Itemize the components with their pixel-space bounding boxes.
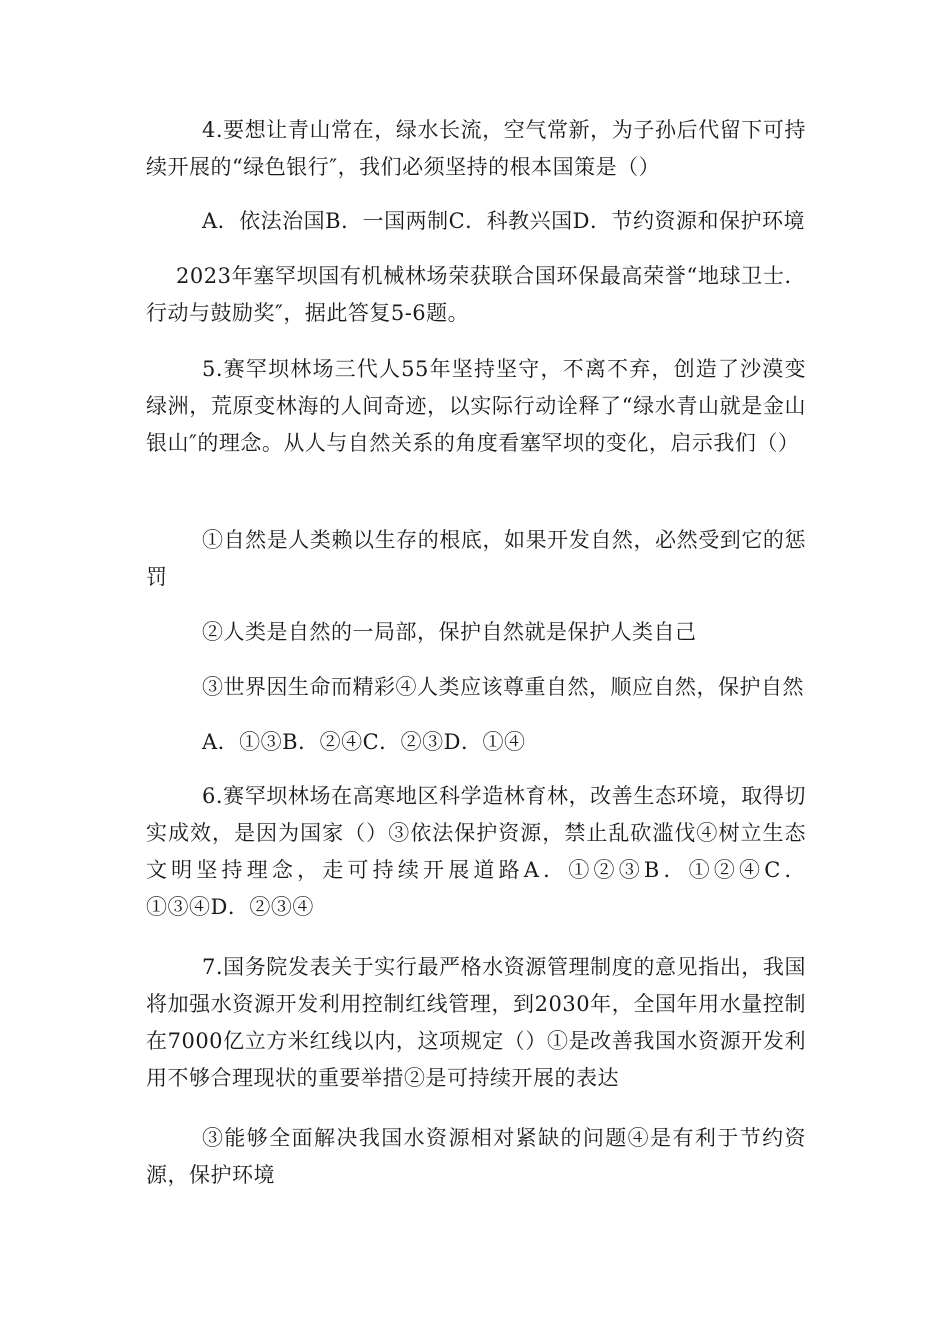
- question-5-statement-1: ①自然是人类赖以生存的根底，如果开发自然，必然受到它的惩罚: [146, 528, 806, 589]
- question-5-statement-3-4: ③世界因生命而精彩④人类应该尊重自然，顺应自然，保护自然: [202, 675, 804, 699]
- question-5-statement-2: ②人类是自然的一局部，保护自然就是保护人类自己: [202, 620, 697, 644]
- passage-intro-5-6: 2023年塞罕坝国有机械林场荣获联合国环保最高荣誉“地球卫士．行动与鼓励奖″，据此答复5-6题。: [146, 264, 806, 325]
- question-4-stem: 4.要想让青山常在，绿水长流，空气常新，为子孙后代留下可持续开展的“绿色银行″，我们必须坚持的根本国策是（）: [146, 118, 806, 179]
- question-5-stem: 5.赛罕坝林场三代人55年坚持坚守，不离不弃，创造了沙漠变绿洲，荒原变林海的人间奇迹，以实际行动诠释了“绿水青山就是金山银山″的理念。从人与自然关系的角度看塞罕坝的变化，启示我们（）: [146, 357, 806, 455]
- question-7-stem: 7.国务院发表关于实行最严格水资源管理制度的意见指出，我国将加强水资源开发利用控制红线管理，到2030年，全国年用水量控制在7000亿立方米红线以内，这项规定（）①是改善我国水资源开发利用不够合理现状的重要举措②是可持续开展的表达: [146, 955, 806, 1090]
- question-6: 6.赛罕坝林场在高寒地区科学造林育林，改善生态环境，取得切实成效，是因为国家（）③依法保护资源，禁止乱砍滥伐④树立生态文明坚持理念，走可持续开展道路A．①②③B．①②④C．①③④D．②③④: [146, 784, 806, 919]
- question-5-options: A．①③B．②④C．②③D．①④: [202, 730, 526, 754]
- question-4-options: A．依法治国B．一国两制C．科教兴国D．节约资源和保护环境: [202, 209, 806, 233]
- question-7-statements-3-4: ③能够全面解决我国水资源相对紧缺的问题④是有利于节约资源，保护环境: [146, 1126, 806, 1187]
